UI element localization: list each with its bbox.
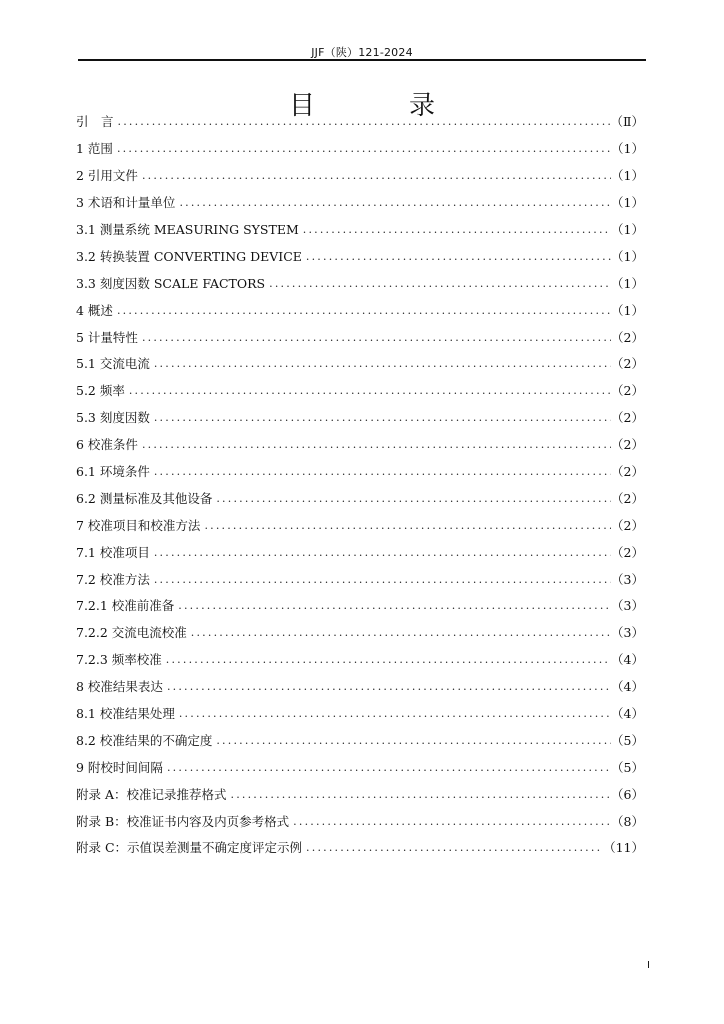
toc-entry[interactable] — [76, 781, 644, 808]
dot-leader — [177, 706, 611, 722]
dot-leader — [214, 491, 611, 507]
table-of-contents — [76, 109, 644, 862]
toc-entry[interactable] — [76, 109, 644, 136]
toc-entry-page: （2） — [611, 356, 644, 372]
toc-entry-label: 5.3 刻度因数 — [76, 410, 150, 426]
dot-leader — [115, 141, 611, 157]
toc-entry-page: （2） — [611, 517, 644, 533]
toc-entry-label: 8 校准结果表达 — [76, 679, 163, 695]
dot-leader — [291, 814, 611, 830]
dot-leader — [152, 572, 611, 588]
toc-entry[interactable] — [76, 217, 644, 244]
toc-entry[interactable] — [76, 378, 644, 405]
toc-entry-label: 7.2.1 校准前准备 — [76, 598, 175, 614]
toc-entry-label: 7 校准项目和校准方法 — [76, 517, 201, 533]
toc-entry[interactable] — [76, 163, 644, 190]
toc-entry-page: （4） — [611, 706, 644, 722]
toc-entry-label: 7.2 校准方法 — [76, 571, 150, 587]
toc-entry-page: （3） — [611, 571, 644, 587]
toc-entry-page: （2） — [611, 437, 644, 453]
toc-entry[interactable] — [76, 754, 644, 781]
toc-entry[interactable] — [76, 539, 644, 566]
toc-entry[interactable] — [76, 485, 644, 512]
toc-entry-page: （1） — [611, 168, 644, 184]
toc-entry-label: 3 术语和计量单位 — [76, 195, 176, 211]
dot-leader — [152, 356, 611, 372]
toc-entry-page: （1） — [611, 222, 644, 237]
toc-entry-label: 7.1 校准项目 — [76, 544, 150, 560]
toc-entry-page: （2） — [611, 490, 644, 506]
toc-entry[interactable] — [76, 459, 644, 486]
toc-entry[interactable] — [76, 701, 644, 728]
dot-leader — [189, 625, 611, 641]
dot-leader — [301, 222, 611, 238]
toc-entry-page: （2） — [611, 329, 644, 345]
toc-entry[interactable] — [76, 270, 644, 297]
toc-entry-label: 5 计量特性 — [76, 329, 138, 345]
toc-entry[interactable] — [76, 351, 644, 378]
page-number: I — [647, 960, 650, 971]
toc-entry[interactable] — [76, 835, 644, 862]
toc-entry-page: （2） — [611, 383, 644, 399]
document-code: JJF（陕）121-2024 — [311, 46, 413, 59]
toc-entry-page: （5） — [611, 759, 644, 775]
toc-entry[interactable] — [76, 647, 644, 674]
toc-entry-page: （3） — [611, 625, 644, 641]
toc-entry-label: 5.1 交流电流 — [76, 356, 150, 372]
dot-leader — [165, 760, 611, 776]
dot-leader — [152, 464, 611, 480]
toc-entry-label: 附录 C：示值误差测量不确定度评定示例 — [76, 840, 303, 856]
toc-entry[interactable] — [76, 566, 644, 593]
toc-entry[interactable] — [76, 297, 644, 324]
dot-leader — [152, 545, 611, 561]
dot-leader — [176, 598, 611, 614]
toc-entry[interactable] — [76, 136, 644, 163]
dot-leader — [127, 383, 611, 399]
toc-entry-page: （6） — [611, 786, 644, 802]
dot-leader — [140, 330, 611, 346]
toc-entry-label: 3.3 刻度因数 SCALE FACTORS — [76, 275, 266, 291]
toc-entry-page: （1） — [611, 302, 644, 318]
toc-entry-label: 6 校准条件 — [76, 437, 138, 453]
toc-entry-page: （3） — [611, 598, 644, 614]
dot-leader — [140, 168, 611, 184]
toc-entry-page: （1） — [611, 195, 644, 211]
dot-leader — [214, 733, 611, 749]
toc-entry-label: 8.1 校准结果处理 — [76, 706, 175, 722]
toc-entry[interactable] — [76, 808, 644, 835]
toc-entry-label: 引 言 — [76, 114, 114, 130]
toc-entry-label: 2 引用文件 — [76, 168, 138, 184]
dot-leader — [177, 195, 611, 211]
toc-entry-label: 9 附校时间间隔 — [76, 759, 163, 775]
toc-entry-page: （1） — [611, 248, 644, 264]
toc-entry[interactable] — [76, 324, 644, 351]
toc-entry-page: （4） — [611, 652, 644, 668]
dot-leader — [164, 652, 611, 668]
dot-leader — [304, 249, 611, 265]
toc-entry-label: 7.2.2 交流电流校准 — [76, 625, 187, 641]
toc-entry-page: （1） — [611, 275, 644, 291]
toc-entry-label: 1 范围 — [76, 141, 113, 157]
dot-leader — [116, 114, 611, 130]
toc-entry-page: （Ⅱ） — [610, 114, 644, 130]
toc-entry-page: （2） — [611, 410, 644, 426]
toc-entry[interactable] — [76, 512, 644, 539]
dot-leader — [229, 787, 612, 803]
toc-entry[interactable] — [76, 674, 644, 701]
toc-entry[interactable] — [76, 432, 644, 459]
dot-leader — [202, 518, 611, 534]
toc-entry-page: （2） — [611, 464, 644, 480]
dot-leader — [115, 303, 611, 319]
toc-entry[interactable] — [76, 727, 644, 754]
toc-entry-page: （4） — [611, 679, 644, 695]
toc-entry-label: 8.2 校准结果的不确定度 — [76, 732, 213, 748]
toc-entry-page: （2） — [611, 544, 644, 560]
toc-entry[interactable] — [76, 620, 644, 647]
toc-entry-label: 3.2 转换装置 CONVERTING DEVICE — [76, 248, 302, 264]
toc-entry-page: （1） — [611, 141, 644, 157]
dot-leader — [152, 410, 611, 426]
header-rule — [78, 59, 646, 61]
toc-entry-label: 5.2 频率 — [76, 383, 125, 399]
toc-entry-label: 3.1 测量系统 MEASURING SYSTEM — [76, 222, 299, 237]
page-title: 目 录 — [288, 91, 469, 122]
toc-entry-label: 4 概述 — [76, 302, 113, 318]
toc-entry-label: 附录 B：校准证书内容及内页参考格式 — [76, 813, 290, 829]
toc-entry-page: （11） — [603, 840, 644, 856]
toc-entry-page: （5） — [611, 732, 644, 748]
dot-leader — [140, 437, 611, 453]
dot-leader — [304, 840, 603, 856]
toc-entry-page: （8） — [611, 813, 644, 829]
toc-entry[interactable] — [76, 405, 644, 432]
toc-entry[interactable] — [76, 243, 644, 270]
dot-leader — [165, 679, 611, 695]
toc-entry-label: 7.2.3 频率校准 — [76, 652, 162, 668]
dot-leader — [267, 276, 611, 292]
toc-entry-label: 6.2 测量标准及其他设备 — [76, 490, 213, 506]
toc-entry-label: 附录 A：校准记录推荐格式 — [76, 786, 227, 802]
toc-entry[interactable] — [76, 593, 644, 620]
toc-entry-label: 6.1 环境条件 — [76, 464, 150, 480]
toc-entry[interactable] — [76, 190, 644, 217]
